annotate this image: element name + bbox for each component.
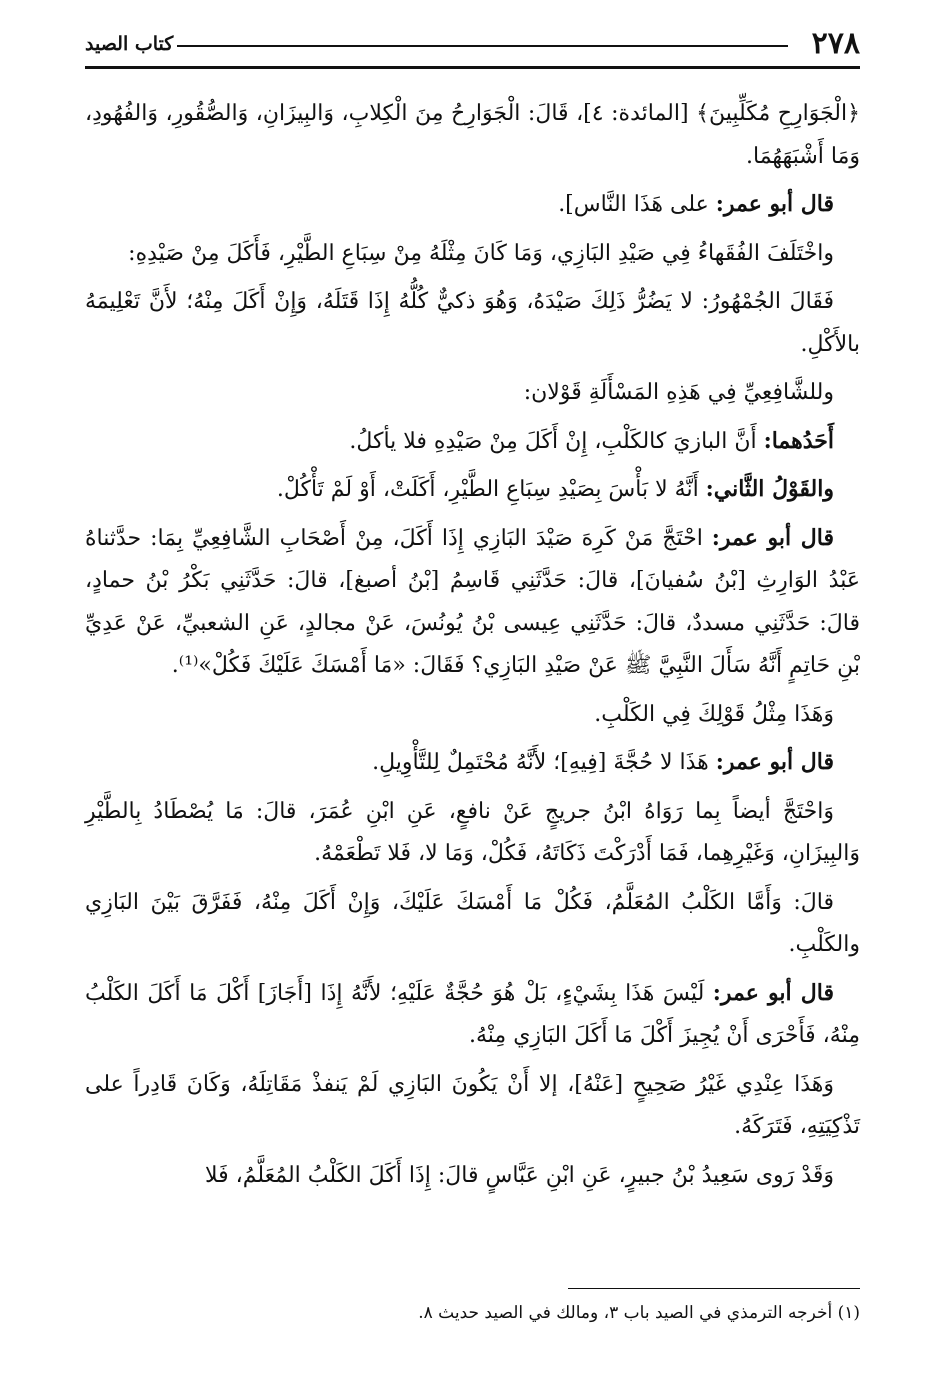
paragraph (85, 371, 860, 415)
paragraph-text: وَهَذَا عِنْدِي غَيْرُ صَحِيحٍ [عَنْهُ]، إلا أَنْ يَكُونَ البَازِي لَمْ يَنفذْ مَقَاتِلَهُ، وَكَانَ قَادِراً على تَذْكِيَتِهِ، فَتَرَكَهُ. (85, 1071, 860, 1139)
paragraph-text: وَهَذَا مِثْلُ قَوْلِكَ فِي الكَلْبِ. (594, 701, 834, 727)
paragraph (85, 741, 860, 785)
paragraph (85, 517, 860, 688)
paragraph-lead: والقَوْلُ الثَّاني: (705, 476, 834, 502)
paragraph-text: أَنَّهُ لا بَأْسَ بِصَيْدِ سِبَاعِ الطَّيْرِ، أَكَلَتْ، أَوْ لَمْ تَأْكُلْ. (276, 477, 706, 502)
paragraph (85, 232, 860, 276)
footnote: (١) أخرجه الترمذي في الصيد باب ٣، ومالك في الصيد حديث ٨. (418, 1303, 860, 1323)
paragraph-text: فَقَالَ الجُمْهُورُ: لا يَضُرُّ ذَلِكَ صَيْدَهُ، وَهُوَ ذكيٌّ كُلُّهُ إِذَا قَتَلَهُ، وَإِنْ أَكَلَ مِنْهُ؛ لأَنَّ تَعْلِيمَهُ بالأَكْلِ. (85, 289, 860, 357)
main-text (85, 92, 860, 1202)
paragraph (85, 420, 860, 464)
paragraph (85, 881, 860, 967)
paragraph (85, 92, 860, 178)
paragraph-text: وَقَدْ رَوى سَعِيدُ بْنُ جبيرٍ، عَنِ ابْنِ عَبَّاسٍ قالَ: إِذَا أَكَلَ الكَلْبُ المُعَلَّمُ، فَلا (204, 1162, 834, 1188)
paragraph-text: واخْتَلَفَ الفُقَهاءُ فِي صَيْدِ البَازِي، وَمَا كَانَ مِثْلَهُ مِنْ سِبَاعِ الطَّيْرِ، فَأَكَلَ مِنْ صَيْدِهِ: (128, 240, 834, 266)
paragraph (85, 468, 860, 512)
paragraph-lead: قال أبو عمر: (712, 979, 835, 1006)
paragraph-lead: قال أبو عمر: (711, 524, 834, 551)
paragraph (85, 693, 860, 737)
page-number: ٢٧٨ (811, 26, 860, 61)
paragraph-lead: قال أبو عمر: (715, 191, 834, 217)
paragraph-text: وَاحْتَجَّ أيضاً بِما رَوَاهُ ابْنُ جريجٍ عَنْ نافعٍ، عَنِ ابْنِ عُمَرَ، قالَ: مَا يُصْطَادُ بِالطَّيْرِ وَالبِيزَانِ، وَغَيْرِهِما، فَمَا أَدْرَكْتَ ذَكَاتَهُ، فَكُلْ، وَمَا لا، فَلا تَطْعَمْهُ. (85, 798, 860, 866)
paragraph (85, 790, 860, 876)
paragraph-text: لَيْسَ هَذَا بِشَيْءٍ، بَلْ هُوَ حُجَّةٌ عَلَيْهِ؛ لأَنَّهُ إِذَا [أَجَازَ] أَكْلَ مَا أَكَلَ الكَلْبُ مِنْهُ، فَأَحْرَى أَنْ يُجِيزَ أَكْلَ مَا أَكَلَ البَازِي مِنْهُ. (85, 980, 860, 1048)
paragraph-text: احْتَجَّ مَنْ كَرِهَ صَيْدَ البَازِي إِذَا أَكَلَ، مِنْ أَصْحَابِ الشَّافِعِيِّ بِمَا: حدَّثناهُ عَبْدُ الوَارِثِ [بْنُ سُفيانَ]، قالَ: حَدَّثَنِي قَاسِمُ [بْنُ أصبغ]، قالَ: حَدَّثَنِي بَكْرُ بْنُ حمادٍ، قالَ: حَدَّثَنِي مسددٌ، قالَ: حَدَّثَنِي عِيسى بْنُ يُونُسَ، عَنْ مجالدٍ، عَنِ الشعبيِّ، عَنْ عَدِيِّ بْنِ حَاتِمٍ أَنَّهُ سَأَلَ النَّبِيَّ ﷺ عَنْ صَيْدِ البَازِي؟ فَقَالَ: «مَا أَمْسَكَ عَلَيْكَ فَكُلْ»⁽¹⁾. (85, 525, 861, 678)
paragraph-text: وللشَّافِعِيِّ فِي هَذِهِ المَسْأَلَةِ قَوْلان: (523, 380, 834, 405)
paragraph-text: أَنَّ البازيَ كالكَلْبِ، إِنْ أَكَلَ مِنْ صَيْدِهِ فلا يأكلُ. (349, 428, 764, 454)
paragraph-lead: أَحَدُهما: (763, 427, 834, 454)
page-header (85, 28, 860, 68)
header-divider (85, 66, 860, 69)
paragraph (85, 183, 860, 227)
paragraph-text: قالَ: وَأَمَّا الكَلْبُ المُعَلَّمُ، فَكُلْ مَا أَمْسَكَ عَلَيْكَ، وَإِنْ أَكَلَ مِنْهُ، فَفَرَّقَ بَيْنَ البَازِي والكَلْبِ. (85, 889, 860, 957)
paragraph (85, 1063, 860, 1149)
paragraph-lead: قال أبو عمر: (715, 749, 834, 775)
footnote-divider (568, 1288, 860, 1289)
header-rule (177, 45, 788, 47)
paragraph (85, 280, 860, 366)
paragraph-text: على هَذَا النَّاس]. (558, 192, 716, 217)
paragraph-text: ﴿الْجَوَارِحِ مُكَلِّبِينَ﴾ [المائدة: ٤]، قَالَ: الْجَوَارِحُ مِنَ الْكِلابِ، وَالبِيزَانِ، وَالصُّقُورِ، وَالفُهُودِ، وَمَا أَشْبَهَهُمَا. (85, 101, 860, 169)
paragraph-text: هَذَا لا حُجَّةَ [فِيهِ]؛ لأَنَّهُ مُحْتَمِلٌ لِلتَّأْوِيلِ. (372, 750, 716, 775)
book-title: كتاب الصيد (85, 33, 174, 55)
paragraph (85, 972, 860, 1058)
paragraph (85, 1154, 860, 1198)
